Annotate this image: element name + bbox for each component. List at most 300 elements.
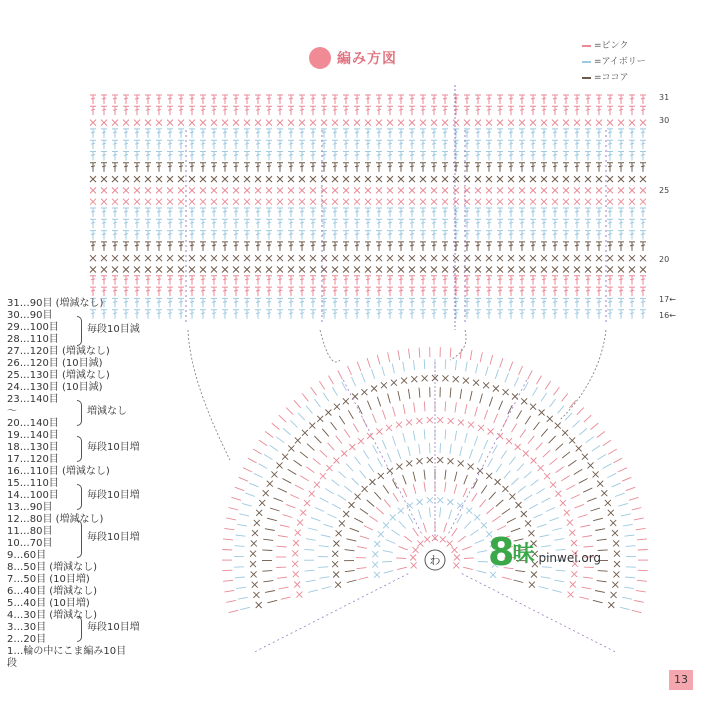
tall-stitch-mark xyxy=(279,415,286,422)
tall-stitch-mark xyxy=(552,287,558,296)
tall-stitch-mark xyxy=(409,106,415,115)
single-crochet-mark xyxy=(530,404,536,410)
single-crochet-mark xyxy=(376,120,382,126)
tall-stitch-mark xyxy=(420,231,426,240)
stitch-row xyxy=(90,219,646,228)
single-crochet-mark xyxy=(251,540,257,546)
single-crochet-mark xyxy=(299,255,305,261)
tall-stitch-mark xyxy=(497,140,503,149)
tall-stitch-mark xyxy=(299,95,305,104)
single-crochet-mark xyxy=(222,176,228,182)
single-crochet-mark xyxy=(398,120,404,126)
tall-stitch-mark xyxy=(365,129,371,138)
tall-stitch-mark xyxy=(90,310,96,319)
single-crochet-mark xyxy=(376,176,382,182)
single-crochet-mark xyxy=(519,120,525,126)
tall-stitch-mark xyxy=(347,539,357,541)
tall-stitch-mark xyxy=(552,208,558,217)
tall-stitch-mark xyxy=(156,208,162,217)
single-crochet-mark xyxy=(605,500,611,506)
tall-stitch-mark xyxy=(233,129,239,138)
single-crochet-mark xyxy=(253,592,259,598)
tall-stitch-mark xyxy=(101,310,107,319)
tall-stitch-mark xyxy=(574,298,580,307)
single-crochet-mark xyxy=(552,176,558,182)
tall-stitch-mark xyxy=(343,298,349,307)
single-crochet-mark xyxy=(156,176,162,182)
single-crochet-mark xyxy=(497,120,503,126)
tall-stitch-mark xyxy=(475,540,484,544)
tall-stitch-mark xyxy=(480,352,482,362)
tall-stitch-mark xyxy=(288,276,294,285)
tall-stitch-mark xyxy=(497,242,503,251)
single-crochet-mark xyxy=(508,176,514,182)
tall-stitch-mark xyxy=(524,495,532,501)
tall-stitch-mark xyxy=(528,371,533,380)
single-crochet-mark xyxy=(304,500,310,506)
tall-stitch-mark xyxy=(626,546,636,547)
single-crochet-mark xyxy=(593,471,599,477)
tall-stitch-mark xyxy=(145,310,151,319)
tall-stitch-mark xyxy=(156,95,162,104)
tall-stitch-mark xyxy=(200,276,206,285)
tall-stitch-mark xyxy=(556,444,563,451)
tall-stitch-mark xyxy=(145,106,151,115)
tall-stitch-mark xyxy=(518,486,526,492)
tall-stitch-mark xyxy=(90,276,96,285)
tall-stitch-mark xyxy=(332,163,338,172)
tall-stitch-mark xyxy=(189,152,195,161)
single-crochet-mark xyxy=(277,199,283,205)
single-crochet-mark xyxy=(233,120,239,126)
tall-stitch-mark xyxy=(343,231,349,240)
tall-stitch-mark xyxy=(277,231,283,240)
single-crochet-mark xyxy=(486,176,492,182)
single-crochet-mark xyxy=(211,255,217,261)
single-crochet-mark xyxy=(629,199,635,205)
tall-stitch-mark xyxy=(244,129,250,138)
tall-stitch-mark xyxy=(444,523,447,533)
tall-stitch-mark xyxy=(603,440,611,446)
tall-stitch-mark xyxy=(596,298,602,307)
single-crochet-mark xyxy=(277,120,283,126)
tall-stitch-mark xyxy=(612,483,621,487)
tall-stitch-mark xyxy=(359,577,369,579)
tall-stitch-mark xyxy=(332,95,338,104)
tall-stitch-mark xyxy=(278,488,287,492)
single-crochet-mark xyxy=(539,410,545,416)
single-crochet-mark xyxy=(555,491,561,497)
tall-stitch-mark xyxy=(311,518,321,521)
tall-stitch-mark xyxy=(629,219,635,228)
single-crochet-mark xyxy=(568,592,574,598)
tall-stitch-mark xyxy=(607,140,613,149)
tall-stitch-mark xyxy=(244,310,250,319)
tall-stitch-mark xyxy=(354,242,360,251)
count-row-16: 16…110目 (増減なし) xyxy=(7,466,110,477)
single-crochet-mark xyxy=(488,429,494,435)
tall-stitch-mark xyxy=(563,152,569,161)
tall-stitch-mark xyxy=(414,402,415,412)
count-row-30: 30…90目 xyxy=(7,310,53,321)
tall-stitch-mark xyxy=(519,219,525,228)
single-crochet-mark xyxy=(571,571,577,577)
single-crochet-mark xyxy=(244,187,250,193)
tall-stitch-mark xyxy=(596,140,602,149)
tall-stitch-mark xyxy=(249,483,258,487)
legend-item-cocoa xyxy=(582,70,646,86)
tall-stitch-mark xyxy=(299,129,305,138)
count-row-12: 12…80目 (増減なし) xyxy=(7,514,104,525)
tall-stitch-mark xyxy=(519,152,525,161)
tall-stitch-mark xyxy=(229,610,239,613)
tall-stitch-mark xyxy=(189,129,195,138)
tall-stitch-mark xyxy=(178,208,184,217)
tall-stitch-mark xyxy=(486,140,492,149)
join-marker-line xyxy=(252,574,408,653)
single-crochet-mark xyxy=(442,267,448,273)
tall-stitch-mark xyxy=(596,106,602,115)
single-crochet-mark xyxy=(244,176,250,182)
tall-stitch-mark xyxy=(496,500,504,507)
single-crochet-mark xyxy=(562,430,568,436)
tall-stitch-mark xyxy=(255,219,261,228)
stitch-row xyxy=(90,95,646,104)
tall-stitch-mark xyxy=(235,487,244,491)
tall-stitch-mark xyxy=(636,528,646,529)
tall-stitch-mark xyxy=(460,389,462,399)
tall-stitch-mark xyxy=(596,287,602,296)
tall-stitch-mark xyxy=(387,287,393,296)
tall-stitch-mark xyxy=(596,219,602,228)
count-row-7: 7…50目 (10目増) xyxy=(7,574,90,585)
tall-stitch-mark xyxy=(597,431,605,437)
single-crochet-mark xyxy=(112,187,118,193)
tall-stitch-mark xyxy=(90,219,96,228)
single-crochet-mark xyxy=(310,176,316,182)
single-crochet-mark xyxy=(530,120,536,126)
single-crochet-mark xyxy=(250,551,256,557)
single-crochet-mark xyxy=(442,375,448,381)
tall-stitch-mark xyxy=(424,401,425,411)
tall-stitch-mark xyxy=(543,450,550,457)
tall-stitch-mark xyxy=(632,508,642,511)
single-crochet-mark xyxy=(525,520,531,526)
tall-stitch-mark xyxy=(112,95,118,104)
tall-stitch-mark xyxy=(497,152,503,161)
tall-stitch-mark xyxy=(420,129,426,138)
tall-stitch-mark xyxy=(178,140,184,149)
single-crochet-mark xyxy=(508,120,514,126)
tall-stitch-mark xyxy=(455,472,457,482)
tall-stitch-mark xyxy=(453,310,459,319)
tall-stitch-mark xyxy=(409,163,415,172)
tall-stitch-mark xyxy=(245,493,255,496)
tall-stitch-mark xyxy=(464,521,471,528)
single-crochet-mark xyxy=(398,176,404,182)
tall-stitch-mark xyxy=(363,450,369,458)
tall-stitch-mark xyxy=(319,546,329,547)
tall-stitch-mark xyxy=(350,528,359,532)
tall-stitch-mark xyxy=(618,242,624,251)
tall-stitch-mark xyxy=(574,276,580,285)
single-crochet-mark xyxy=(398,187,404,193)
single-crochet-mark xyxy=(431,120,437,126)
single-crochet-mark xyxy=(167,120,173,126)
tall-stitch-mark xyxy=(475,140,481,149)
tall-stitch-mark xyxy=(450,348,451,358)
tall-stitch-mark xyxy=(475,407,478,417)
tall-stitch-mark xyxy=(618,129,624,138)
single-crochet-mark xyxy=(458,419,464,425)
single-crochet-mark xyxy=(497,199,503,205)
count-row-31: 31…90目 (増減なし) xyxy=(7,298,104,309)
single-crochet-mark xyxy=(309,491,315,497)
single-crochet-mark xyxy=(310,187,316,193)
single-crochet-mark xyxy=(574,267,580,273)
tall-stitch-mark xyxy=(156,219,162,228)
single-crochet-mark xyxy=(335,582,341,588)
tall-stitch-mark xyxy=(541,287,547,296)
tall-stitch-mark xyxy=(458,536,466,542)
tall-stitch-mark xyxy=(343,276,349,285)
single-crochet-mark xyxy=(541,176,547,182)
tall-stitch-mark xyxy=(495,369,498,379)
single-crochet-mark xyxy=(134,187,140,193)
single-crochet-mark xyxy=(358,438,364,444)
tall-stitch-mark xyxy=(457,514,462,523)
tall-stitch-mark xyxy=(528,436,534,444)
single-crochet-mark xyxy=(310,255,316,261)
tall-stitch-mark xyxy=(629,276,635,285)
single-crochet-mark xyxy=(90,120,96,126)
tall-stitch-mark xyxy=(640,140,646,149)
tall-stitch-mark xyxy=(490,355,493,365)
single-crochet-mark xyxy=(640,267,646,273)
tall-stitch-mark xyxy=(101,219,107,228)
stitch-row xyxy=(90,120,646,126)
tall-stitch-mark xyxy=(640,310,646,319)
cocoa-swatch-icon xyxy=(582,77,591,79)
tall-stitch-mark xyxy=(596,310,602,319)
tall-stitch-mark xyxy=(134,276,140,285)
tall-stitch-mark xyxy=(413,472,415,482)
single-crochet-mark xyxy=(145,187,151,193)
tall-stitch-mark xyxy=(398,350,400,360)
single-crochet-mark xyxy=(629,176,635,182)
tall-stitch-mark xyxy=(368,464,374,472)
single-crochet-mark xyxy=(296,592,302,598)
tall-stitch-mark xyxy=(509,457,515,465)
tall-stitch-mark xyxy=(525,416,531,424)
tall-stitch-mark xyxy=(266,95,272,104)
tall-stitch-mark xyxy=(332,208,338,217)
single-crochet-mark xyxy=(222,199,228,205)
tall-stitch-mark xyxy=(222,152,228,161)
tall-stitch-mark xyxy=(298,413,305,420)
tall-stitch-mark xyxy=(497,310,503,319)
tall-stitch-mark xyxy=(319,381,324,389)
tall-stitch-mark xyxy=(508,219,514,228)
tall-stitch-mark xyxy=(233,242,239,251)
single-crochet-mark xyxy=(596,199,602,205)
tall-stitch-mark xyxy=(343,152,349,161)
tall-stitch-mark xyxy=(383,551,393,553)
tall-stitch-mark xyxy=(398,219,404,228)
stitch-row xyxy=(90,187,646,193)
row-label-31: 31 xyxy=(659,93,670,102)
tall-stitch-mark xyxy=(541,106,547,115)
single-crochet-mark xyxy=(618,199,624,205)
single-crochet-mark xyxy=(640,255,646,261)
tall-stitch-mark xyxy=(486,507,493,514)
tall-stitch-mark xyxy=(552,95,558,104)
tall-stitch-mark xyxy=(211,106,217,115)
tall-stitch-mark xyxy=(266,140,272,149)
tall-stitch-mark xyxy=(398,242,404,251)
single-crochet-mark xyxy=(134,120,140,126)
single-crochet-mark xyxy=(613,540,619,546)
single-crochet-mark xyxy=(601,490,607,496)
tall-stitch-mark xyxy=(409,310,415,319)
single-crochet-mark xyxy=(266,255,272,261)
tall-stitch-mark xyxy=(586,437,594,443)
single-crochet-mark xyxy=(464,120,470,126)
single-crochet-mark xyxy=(288,267,294,273)
tall-stitch-mark xyxy=(344,429,350,437)
tall-stitch-mark xyxy=(469,449,472,459)
tall-stitch-mark xyxy=(299,298,305,307)
tall-stitch-mark xyxy=(360,536,370,539)
tall-stitch-mark xyxy=(453,287,459,296)
tall-stitch-mark xyxy=(277,287,283,296)
tall-stitch-mark xyxy=(537,524,547,527)
single-crochet-mark xyxy=(508,187,514,193)
single-crochet-mark xyxy=(374,541,380,547)
tall-stitch-mark xyxy=(276,437,284,443)
tall-stitch-mark xyxy=(640,219,646,228)
tall-stitch-mark xyxy=(112,129,118,138)
tall-stitch-mark xyxy=(387,242,393,251)
tall-stitch-mark xyxy=(344,486,352,492)
single-crochet-mark xyxy=(288,255,294,261)
tall-stitch-mark xyxy=(299,287,305,296)
tall-stitch-mark xyxy=(607,152,613,161)
tall-stitch-mark xyxy=(211,129,217,138)
single-crochet-mark xyxy=(506,438,512,444)
tall-stitch-mark xyxy=(189,95,195,104)
tall-stitch-mark xyxy=(306,467,314,473)
tall-stitch-mark xyxy=(310,310,316,319)
tall-stitch-mark xyxy=(409,349,410,359)
tall-stitch-mark xyxy=(477,571,487,574)
tall-stitch-mark xyxy=(624,587,634,588)
tall-stitch-mark xyxy=(431,287,437,296)
tall-stitch-mark xyxy=(519,231,525,240)
single-crochet-mark xyxy=(570,582,576,588)
tall-stitch-mark xyxy=(580,525,590,527)
single-crochet-mark xyxy=(544,473,550,479)
group-note-no-change: 増減なし xyxy=(87,406,127,417)
single-crochet-mark xyxy=(448,418,454,424)
tall-stitch-mark xyxy=(431,140,437,149)
tall-stitch-mark xyxy=(145,95,151,104)
single-crochet-mark xyxy=(189,199,195,205)
tall-stitch-mark xyxy=(450,388,451,398)
tall-stitch-mark xyxy=(596,276,602,285)
count-row-17: 17…120目 xyxy=(7,454,59,465)
count-row-27: 27…120目 (増減なし) xyxy=(7,346,110,357)
tall-stitch-mark xyxy=(226,518,236,520)
tall-stitch-mark xyxy=(497,287,503,296)
tall-stitch-mark xyxy=(520,429,526,437)
single-crochet-mark xyxy=(612,582,618,588)
single-crochet-mark xyxy=(574,255,580,261)
tall-stitch-mark xyxy=(519,208,525,217)
tall-stitch-mark xyxy=(156,152,162,161)
tall-stitch-mark xyxy=(409,231,415,240)
single-crochet-mark xyxy=(398,267,404,273)
single-crochet-mark xyxy=(387,187,393,193)
single-crochet-mark xyxy=(387,255,393,261)
tall-stitch-mark xyxy=(541,393,547,401)
tall-stitch-mark xyxy=(222,276,228,285)
tall-stitch-mark xyxy=(277,310,283,319)
single-crochet-mark xyxy=(409,120,415,126)
tall-stitch-mark xyxy=(343,95,349,104)
tall-stitch-mark xyxy=(200,129,206,138)
single-crochet-mark xyxy=(277,255,283,261)
tall-stitch-mark xyxy=(262,550,272,551)
tall-stitch-mark xyxy=(636,590,646,592)
single-crochet-mark xyxy=(387,199,393,205)
tall-stitch-mark xyxy=(508,163,514,172)
single-crochet-mark xyxy=(288,445,294,451)
tall-stitch-mark xyxy=(398,287,404,296)
tall-stitch-mark xyxy=(254,473,263,477)
tall-stitch-mark xyxy=(265,431,273,437)
single-crochet-mark xyxy=(531,572,537,578)
tall-stitch-mark xyxy=(404,536,412,542)
tall-stitch-mark xyxy=(178,287,184,296)
single-crochet-mark xyxy=(541,255,547,261)
brace-icon xyxy=(77,400,82,426)
single-crochet-mark xyxy=(365,255,371,261)
single-crochet-mark xyxy=(271,471,277,477)
single-crochet-mark xyxy=(317,416,323,422)
single-crochet-mark xyxy=(547,416,553,422)
tall-stitch-mark xyxy=(277,208,283,217)
tall-stitch-mark xyxy=(270,508,280,511)
tall-stitch-mark xyxy=(562,452,570,458)
tall-stitch-mark xyxy=(357,362,361,371)
tall-stitch-mark xyxy=(442,231,448,240)
tall-stitch-mark xyxy=(332,231,338,240)
single-crochet-mark xyxy=(541,199,547,205)
tall-stitch-mark xyxy=(445,359,446,369)
single-crochet-mark xyxy=(478,425,484,431)
single-crochet-mark xyxy=(277,176,283,182)
single-crochet-mark xyxy=(112,199,118,205)
tall-stitch-mark xyxy=(409,298,415,307)
single-crochet-mark xyxy=(189,267,195,273)
single-crochet-mark xyxy=(475,199,481,205)
single-crochet-mark xyxy=(475,176,481,182)
tall-stitch-mark xyxy=(574,106,580,115)
tall-stitch-mark xyxy=(530,152,536,161)
single-crochet-mark xyxy=(396,422,402,428)
row-label-16: 16← xyxy=(659,311,676,320)
